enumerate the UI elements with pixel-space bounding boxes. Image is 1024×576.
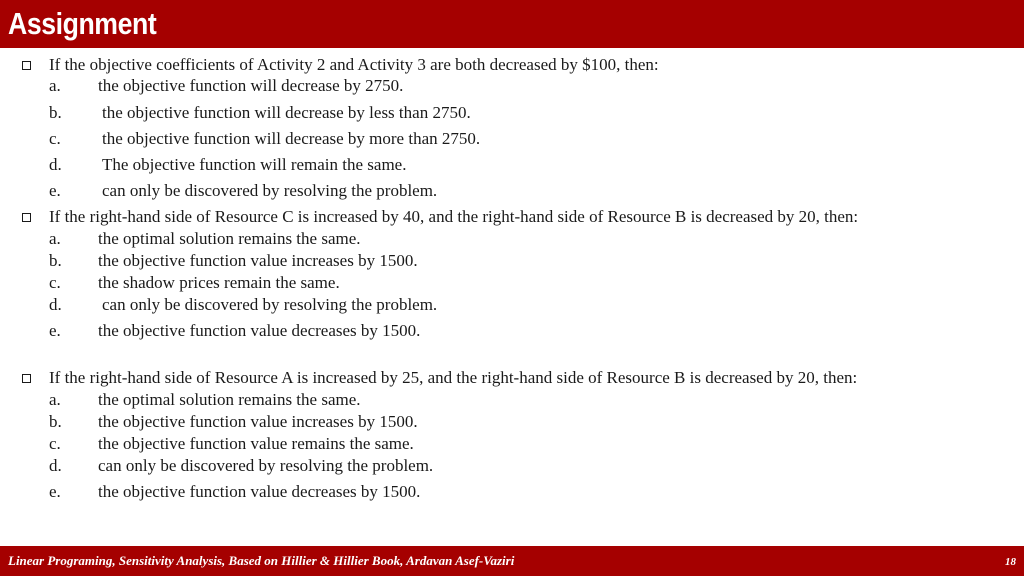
page-number: 18 [1005, 556, 1016, 568]
footer-bar [0, 546, 1024, 576]
question-text: If the right-hand side of Resource A is increased by 25, and the right-hand side of Resource B is decreased by 20, then: [49, 368, 858, 387]
question-text: If the objective coefficients of Activity 2 and Activity 3 are both decreased by $100, then: [49, 55, 659, 74]
slide-title: Assignment [8, 6, 157, 41]
option-letter: a. [49, 76, 61, 95]
option-text: the objective function value increases by 1500. [98, 412, 418, 431]
option-text: the objective function value remains the same. [98, 434, 414, 453]
option-letter: c. [49, 129, 61, 148]
option-letter: d. [49, 456, 62, 475]
question-text: If the right-hand side of Resource C is increased by 40, and the right-hand side of Resource B is decreased by 20, then: [49, 207, 859, 226]
option-letter: a. [49, 390, 61, 409]
option-text: the objective function value increases by 1500. [98, 251, 418, 270]
option-letter: a. [49, 229, 61, 248]
option-letter: c. [49, 273, 61, 292]
option-text: the objective function will decrease by 2750. [98, 76, 404, 95]
square-bullet-icon [22, 213, 31, 222]
square-bullet-icon [22, 61, 31, 70]
option-letter: b. [49, 251, 62, 270]
option-text: the optimal solution remains the same. [98, 390, 361, 409]
option-text: the objective function value decreases by 1500. [98, 321, 421, 340]
option-letter: d. [49, 155, 62, 174]
title-bar [0, 0, 1024, 48]
option-letter: c. [49, 434, 61, 453]
option-text: can only be discovered by resolving the problem. [102, 295, 438, 314]
square-bullet-icon [22, 374, 31, 383]
option-letter: b. [49, 103, 62, 122]
option-letter: e. [49, 181, 61, 200]
option-letter: e. [49, 321, 61, 340]
option-text: the objective function value decreases by 1500. [98, 482, 421, 501]
option-letter: b. [49, 412, 62, 431]
option-letter: d. [49, 295, 62, 314]
option-text: the objective function will decrease by less than 2750. [102, 103, 471, 122]
option-text: can only be discovered by resolving the problem. [98, 456, 434, 475]
option-text: the objective function will decrease by more than 2750. [102, 129, 481, 148]
option-text: can only be discovered by resolving the problem. [102, 181, 438, 200]
option-letter: e. [49, 482, 61, 501]
option-text: the shadow prices remain the same. [98, 273, 340, 292]
option-text: The objective function will remain the same. [102, 155, 407, 174]
footer-citation: Linear Programing, Sensitivity Analysis, Based on Hillier & Hillier Book, Ardavan Asef-Vaziri [8, 553, 515, 568]
option-text: the optimal solution remains the same. [98, 229, 361, 248]
